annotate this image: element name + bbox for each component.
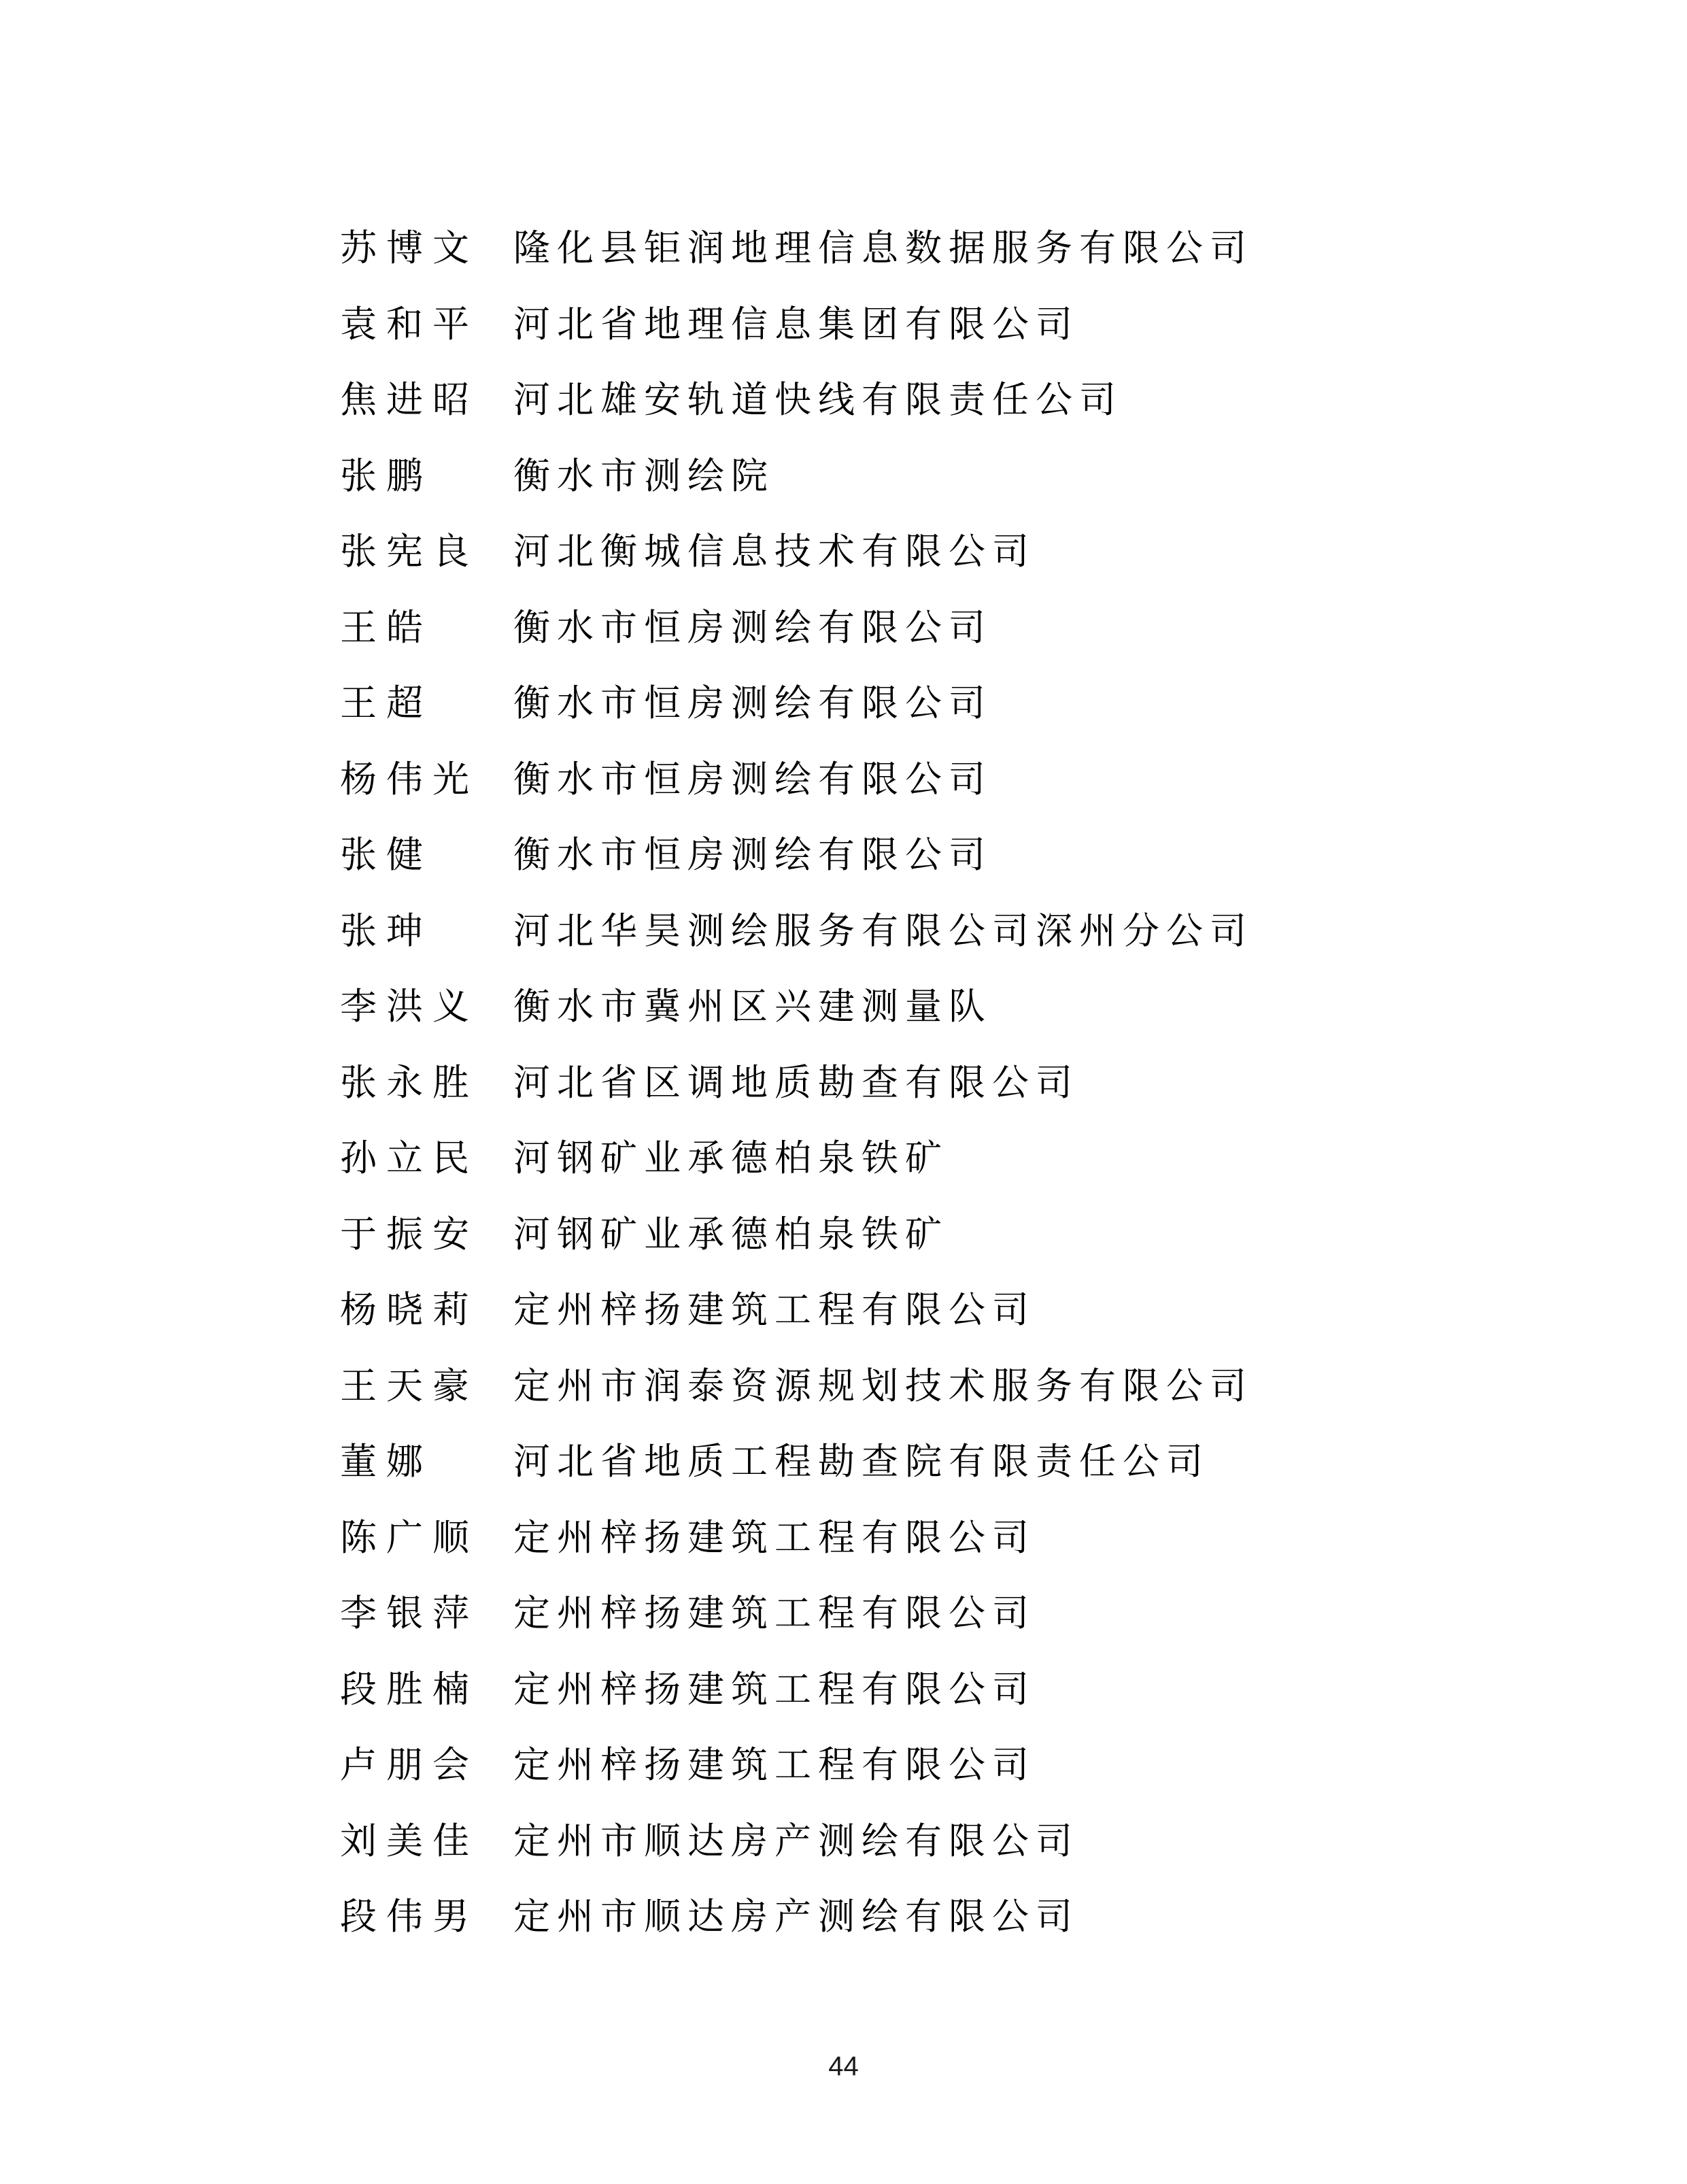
list-item xyxy=(340,836,1253,912)
person-name: 袁和平 xyxy=(340,303,479,345)
company-name: 河北省区调地质勘查有限公司 xyxy=(513,1062,1079,1103)
company-name: 定州市顺达房产测绘有限公司 xyxy=(513,1820,1079,1862)
list-item xyxy=(340,760,1253,837)
person-name: 孙立民 xyxy=(340,1138,479,1179)
person-name: 王超 xyxy=(340,683,432,724)
person-name: 于振安 xyxy=(340,1213,479,1255)
list-item xyxy=(340,988,1253,1064)
person-name: 卢朋会 xyxy=(340,1745,479,1785)
list-item xyxy=(340,1215,1253,1292)
person-name: 焦进昭 xyxy=(340,380,479,420)
company-name: 定州梓扬建筑工程有限公司 xyxy=(513,1668,1036,1710)
list-item xyxy=(340,229,1253,305)
company-name: 隆化县钜润地理信息数据服务有限公司 xyxy=(513,228,1253,269)
person-name: 杨晓莉 xyxy=(340,1290,479,1330)
personnel-roster xyxy=(340,229,1253,1974)
person-name: 张鹏 xyxy=(340,455,432,497)
company-name: 河钢矿业承德柏泉铁矿 xyxy=(513,1213,949,1255)
company-name: 定州市润泰资源规划技术服务有限公司 xyxy=(513,1365,1253,1407)
list-item xyxy=(340,912,1253,988)
company-name: 河钢矿业承德柏泉铁矿 xyxy=(513,1138,949,1179)
list-item xyxy=(340,1519,1253,1595)
person-name: 李洪义 xyxy=(340,986,479,1027)
list-item xyxy=(340,381,1253,457)
person-name: 张珅 xyxy=(340,910,432,952)
person-name: 张宪良 xyxy=(340,531,479,572)
person-name: 王天豪 xyxy=(340,1365,479,1407)
person-name: 杨伟光 xyxy=(340,758,479,800)
page-number: 44 xyxy=(828,2051,859,2081)
company-name: 衡水市测绘院 xyxy=(513,455,774,497)
company-name: 衡水市恒房测绘有限公司 xyxy=(513,683,992,724)
person-name: 张永胜 xyxy=(340,1062,479,1103)
company-name: 定州梓扬建筑工程有限公司 xyxy=(513,1745,1036,1785)
person-name: 陈广顺 xyxy=(340,1517,479,1558)
person-name: 苏博文 xyxy=(340,228,479,269)
company-name: 定州梓扬建筑工程有限公司 xyxy=(513,1593,1036,1634)
list-item xyxy=(340,1139,1253,1215)
list-item xyxy=(340,684,1253,760)
list-item xyxy=(340,1064,1253,1140)
list-item xyxy=(340,1594,1253,1670)
company-name: 河北省地质工程勘查院有限责任公司 xyxy=(513,1441,1210,1482)
company-name: 定州梓扬建筑工程有限公司 xyxy=(513,1517,1036,1558)
company-name: 河北衡城信息技术有限公司 xyxy=(513,531,1036,572)
company-name: 河北华昊测绘服务有限公司深州分公司 xyxy=(513,910,1253,952)
company-name: 河北省地理信息集团有限公司 xyxy=(513,303,1079,345)
list-item xyxy=(340,305,1253,382)
company-name: 衡水市恒房测绘有限公司 xyxy=(513,758,992,800)
list-item xyxy=(340,1291,1253,1367)
list-item xyxy=(340,1822,1253,1898)
person-name: 刘美佳 xyxy=(340,1820,479,1862)
list-item xyxy=(340,1670,1253,1747)
person-name: 段伟男 xyxy=(340,1896,479,1937)
company-name: 衡水市恒房测绘有限公司 xyxy=(513,607,992,648)
company-name: 河北雄安轨道快线有限责任公司 xyxy=(513,380,1123,420)
person-name: 李银萍 xyxy=(340,1593,479,1634)
person-name: 王皓 xyxy=(340,607,432,648)
company-name: 定州市顺达房产测绘有限公司 xyxy=(513,1896,1079,1937)
person-name: 董娜 xyxy=(340,1441,432,1482)
list-item xyxy=(340,1443,1253,1519)
list-item xyxy=(340,533,1253,609)
company-name: 衡水市恒房测绘有限公司 xyxy=(513,835,992,875)
company-name: 衡水市冀州区兴建测量队 xyxy=(513,986,992,1027)
list-item xyxy=(340,1898,1253,1974)
person-name: 张健 xyxy=(340,835,432,875)
list-item xyxy=(340,457,1253,533)
list-item xyxy=(340,1367,1253,1443)
company-name: 定州梓扬建筑工程有限公司 xyxy=(513,1290,1036,1330)
list-item xyxy=(340,1746,1253,1822)
person-name: 段胜楠 xyxy=(340,1668,479,1710)
list-item xyxy=(340,609,1253,685)
